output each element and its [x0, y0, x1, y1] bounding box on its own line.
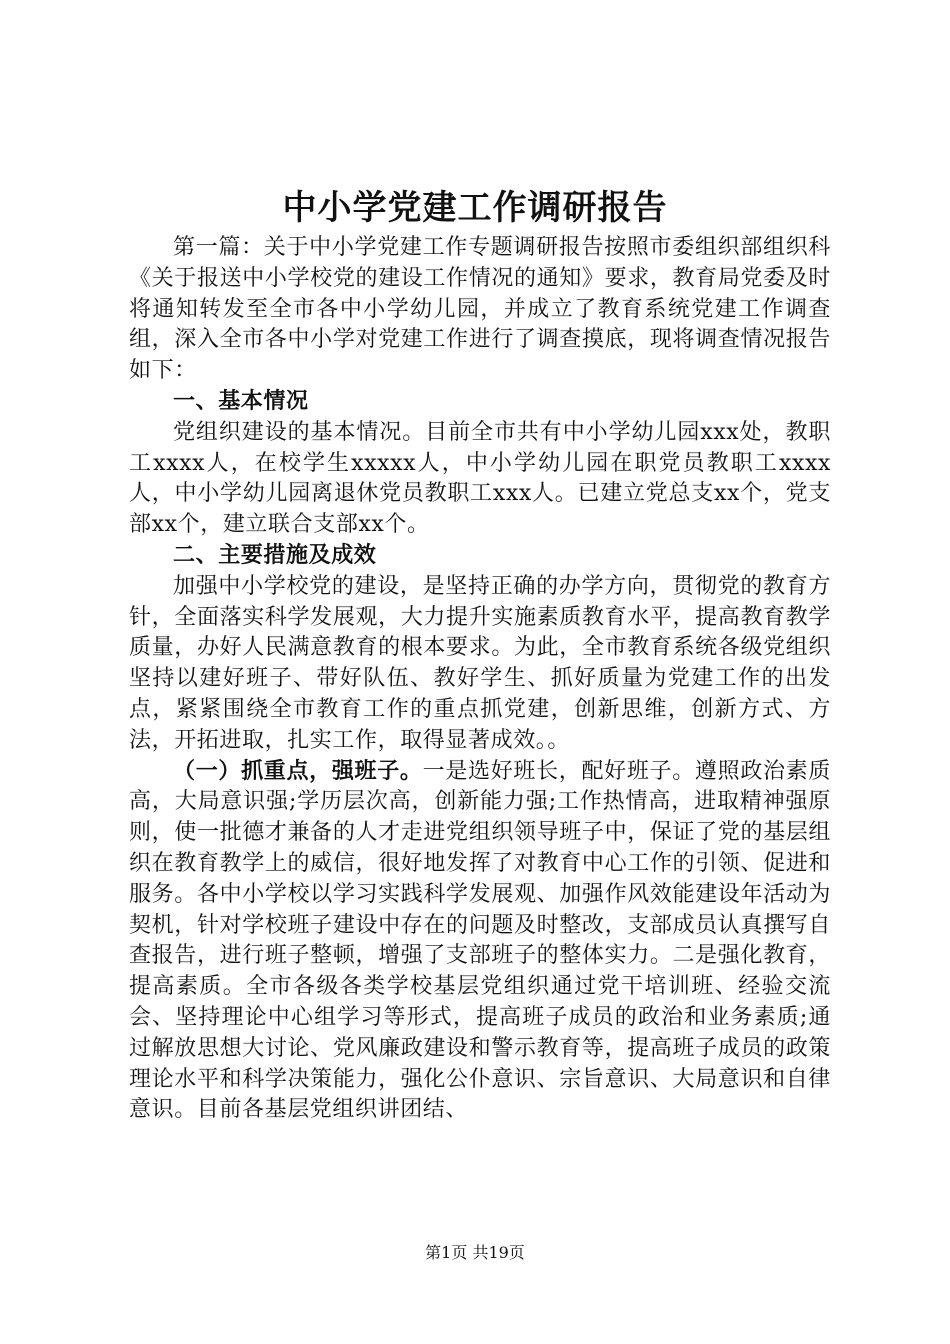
subsection-paragraph — [129, 757, 831, 1127]
subsection-heading: （一）抓重点，强班子。 — [173, 758, 423, 784]
subsection-body: 一是选好班长，配好班子。遵照政治素质高，大局意识强;学历层次高，创新能力强;工作热情高，进取精神强原则，使一批德才兼备的人才走进党组织领导班子中，保证了党的基层组织在教育教学上的威信，很好地发挥了对教育中心工作的引领、促进和服务。各中小学校以学习实践科学发展观、加强作风效能建设年活动为契机，针对学校班子建设中存在的问题及时整改，支部成员认真撰写自查报告，进行班子整顿，增强了支部班子的整体实力。二是强化教育，提高素质。全市各级各类学校基层党组织通过党干培训班、经验交流会、坚持理论中心组学习等形式，提高班子成员的政治和业务素质;通过解放思想大讨论、党风廉政建设和警示教育等，提高班子成员的政策理论水平和科学决策能力，强化公仆意识、宗旨意识、大局意识和自律意识。目前各基层党组织讲团结、 — [129, 758, 831, 1123]
basic-situation-paragraph: 党组织建设的基本情况。目前全市共有中小学幼儿园xxx处，教职工xxxx人，在校学生xxxxx人，中小学幼儿园在职党员教职工xxxx人，中小学幼儿园离退休党员教职工xxx人。已建立党总支xx个，党支部xx个，建立联合支部xx个。 — [129, 419, 831, 538]
page-number-footer: 第1页 共19页 — [425, 1243, 525, 1262]
intro-paragraph: 第一篇：关于中小学党建工作专题调研报告按照市委组织部组织科《关于报送中小学校党的建设工作情况的通知》要求，教育局党委及时将通知转发至全市各中小学幼儿园，并成立了教育系统党建工作调查组，深入全市各中小学对党建工作进行了调查摸底，现将调查情况报告如下： — [129, 235, 831, 384]
measures-results-paragraph: 加强中小学校党的建设，是坚持正确的办学方向，贯彻党的教育方针，全面落实科学发展观，大力提升实施素质教育水平，提高教育教学质量，办好人民满意教育的根本要求。为此，全市教育系统各级党组织坚持以建好班子、带好队伍、教好学生、抓好质量为党建工作的出发点，紧紧围绕全市教育工作的重点抓党建，创新思维，创新方式、方法，开拓进取，扎实工作，取得显著成效。。 — [129, 573, 831, 753]
page-title: 中小学党建工作调研报告 — [282, 188, 668, 228]
section-heading-basic-situation: 一、基本情况 — [173, 388, 309, 414]
document-body — [129, 233, 831, 1126]
section-heading-measures-results: 二、主要措施及成效 — [173, 542, 377, 568]
